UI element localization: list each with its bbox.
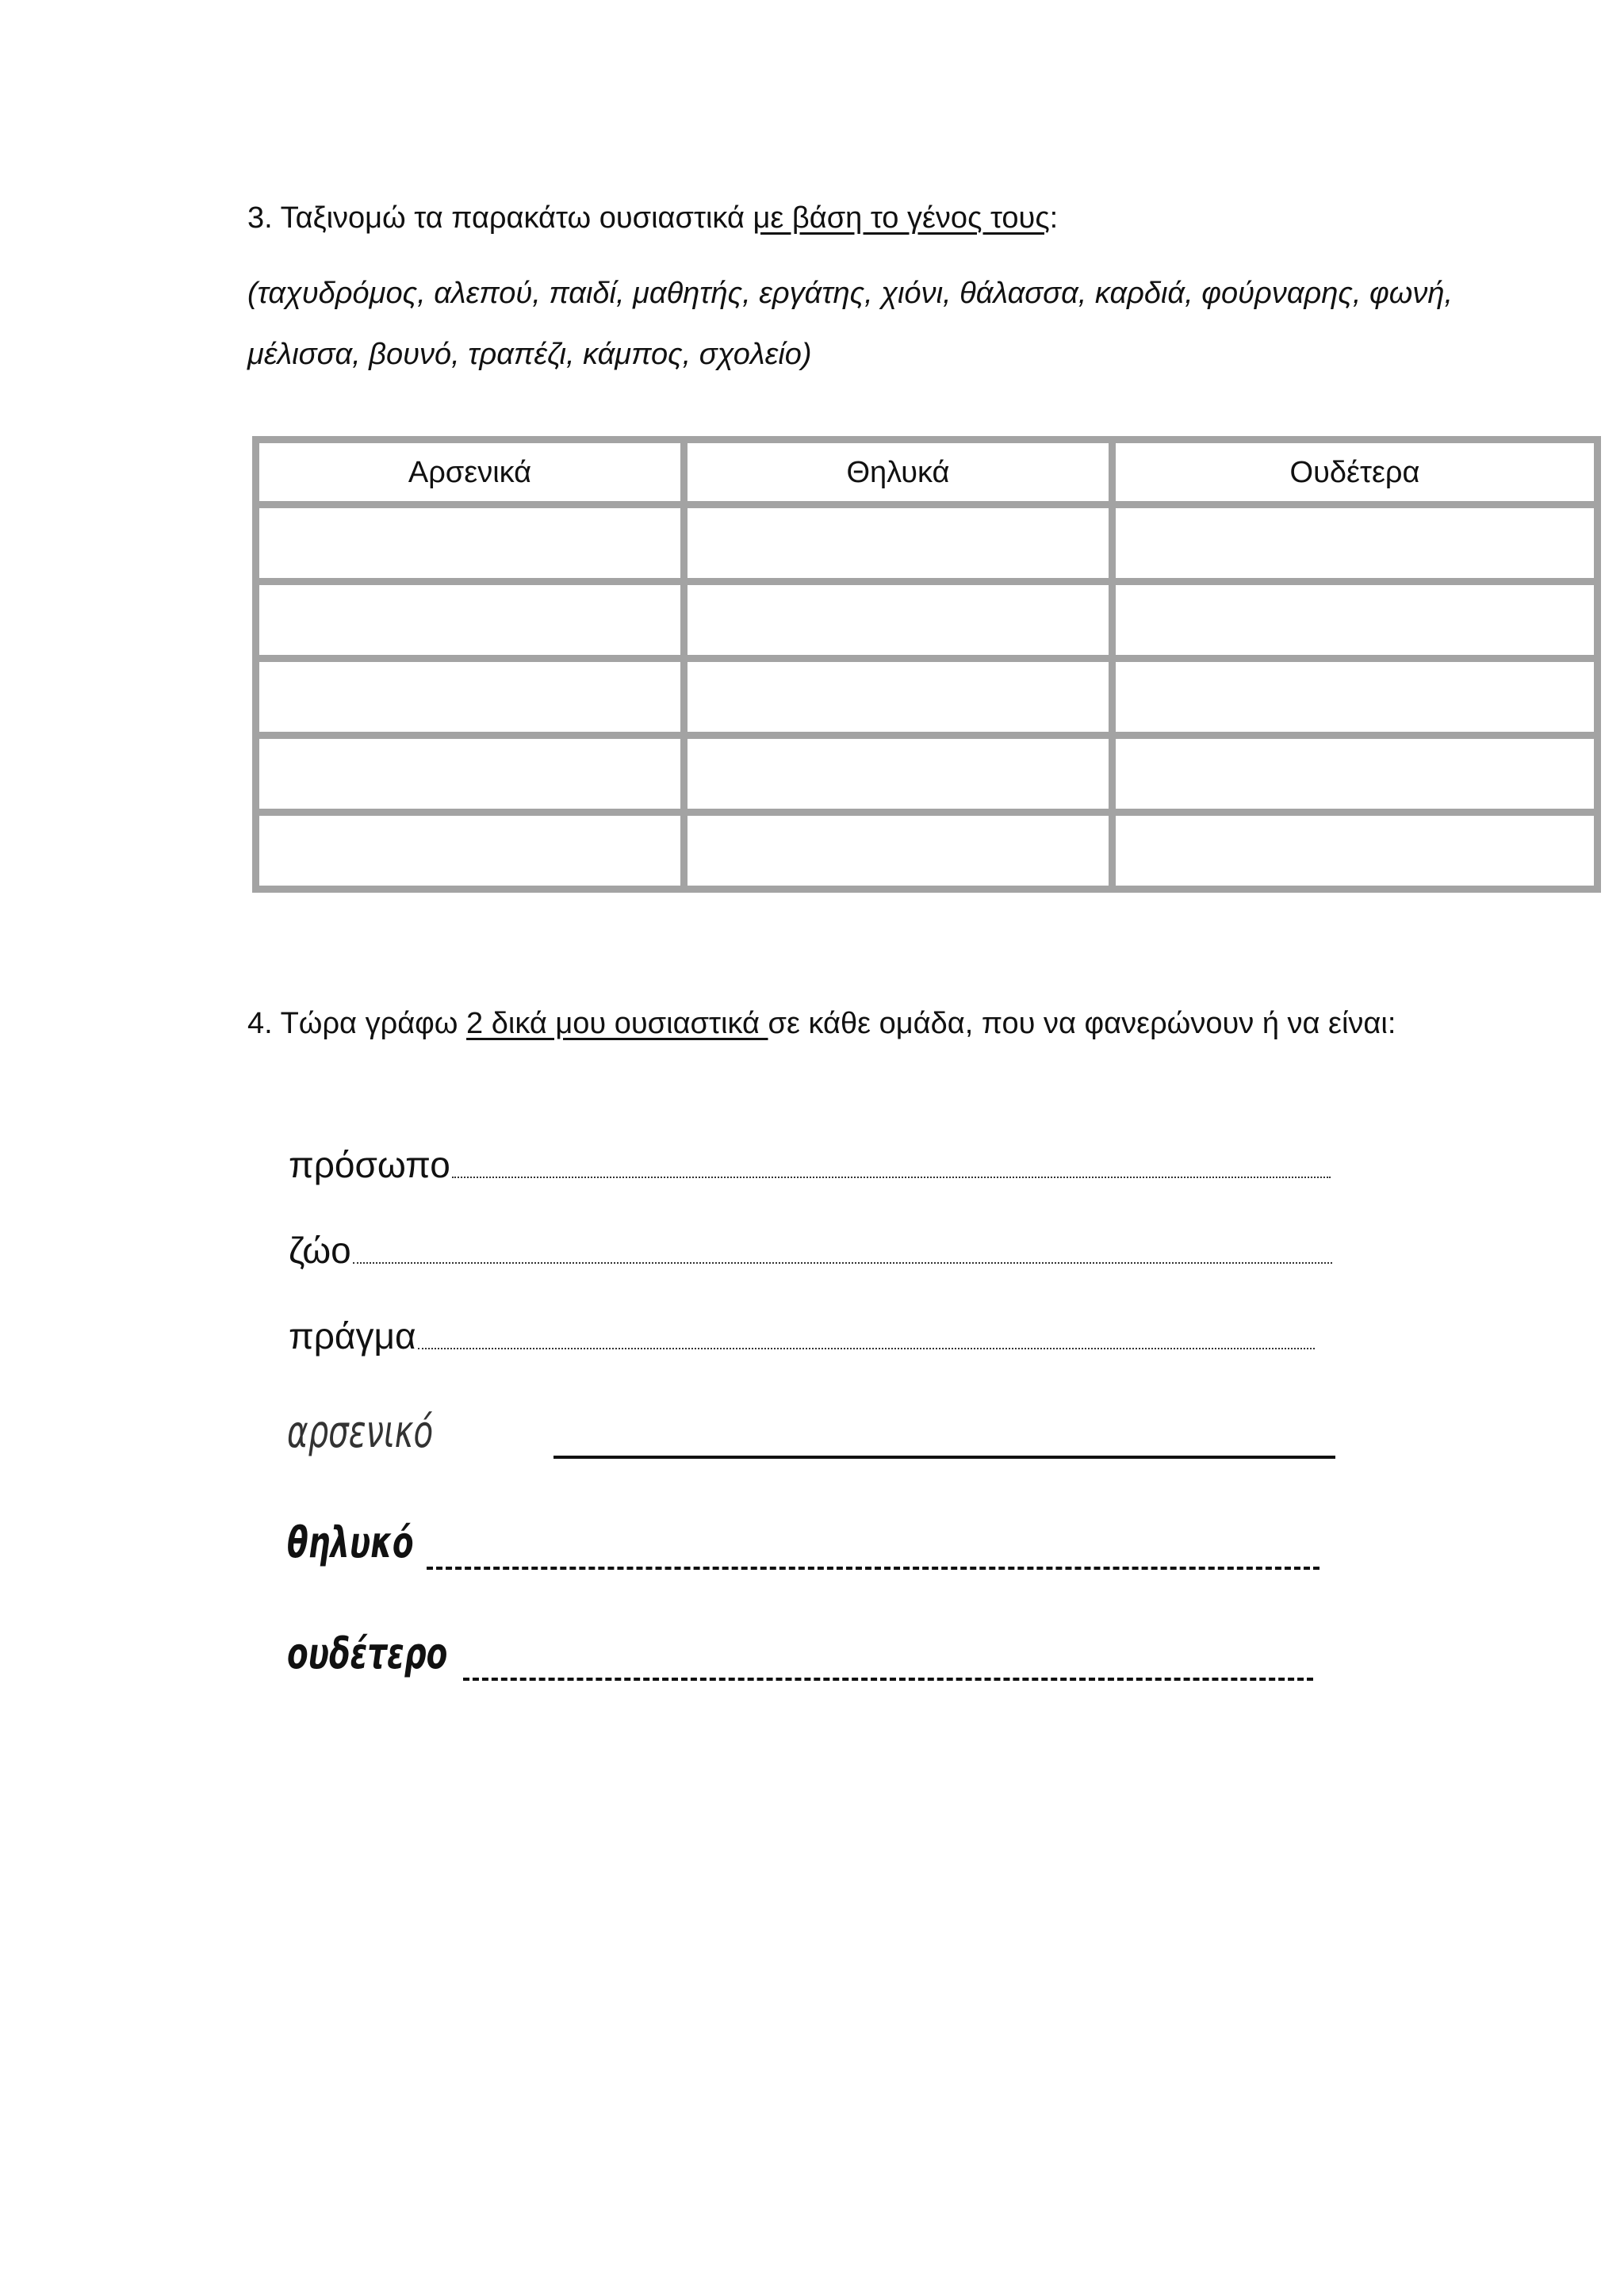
animal-label: ζώο xyxy=(289,1230,351,1271)
header-neuter: Ουδέτερα xyxy=(1113,440,1598,505)
person-answer-row xyxy=(289,1143,1331,1186)
table-header-row xyxy=(256,440,1598,505)
neuter-label: ουδέτερο xyxy=(287,1628,448,1678)
person-label: πρόσωπο xyxy=(289,1144,450,1185)
exercise-3-title-underlined: με βάση το γένος τους xyxy=(753,201,1050,235)
answer-cell[interactable] xyxy=(256,736,684,813)
exercise-4-text-end: σε κάθε ομάδα, που να φανερώνουν ή να είναι: xyxy=(768,1007,1396,1040)
thing-label: πράγμα xyxy=(289,1315,416,1357)
answer-cell[interactable] xyxy=(1113,813,1598,890)
masculine-label: αρσενικό xyxy=(287,1406,434,1458)
answer-cell[interactable] xyxy=(684,505,1113,582)
table-row xyxy=(256,736,1598,813)
exercise-3-word-list: (ταχυδρόμος, αλεπού, παιδί, μαθητής, εργάτης, χιόνι, θάλασσα, καρδιά, φούρναρης, φωνή, μέλισσα, βουνό, τραπέζι, κάμπος, σχολείο) xyxy=(247,277,1453,371)
exercise-3-title-start: 3. Ταξινομώ τα παρακάτω ουσιαστικά xyxy=(247,201,753,235)
answer-cell[interactable] xyxy=(1113,736,1598,813)
answer-cell[interactable] xyxy=(684,582,1113,659)
exercise-3-title-end: : xyxy=(1049,201,1059,235)
exercise-3-title xyxy=(247,201,1058,235)
answer-cell[interactable] xyxy=(1113,582,1598,659)
animal-answer-row xyxy=(289,1229,1332,1272)
table-row xyxy=(256,505,1598,582)
feminine-answer-line[interactable] xyxy=(427,1567,1320,1570)
exercise-4-instructions xyxy=(247,1002,1416,1046)
thing-answer-row xyxy=(289,1314,1315,1357)
exercise-4-text-underlined: 2 δικά μου ουσιαστικά xyxy=(466,1007,768,1040)
feminine-label: θηλυκό xyxy=(287,1517,414,1567)
answer-cell[interactable] xyxy=(256,659,684,736)
neuter-answer-line[interactable] xyxy=(463,1678,1313,1681)
masculine-answer-line[interactable] xyxy=(553,1456,1335,1459)
answer-cell[interactable] xyxy=(1113,505,1598,582)
answer-cell[interactable] xyxy=(684,813,1113,890)
answer-cell[interactable] xyxy=(256,582,684,659)
thing-answer-line[interactable] xyxy=(418,1348,1315,1349)
answer-cell[interactable] xyxy=(684,659,1113,736)
answer-cell[interactable] xyxy=(256,813,684,890)
person-answer-line[interactable] xyxy=(452,1177,1331,1178)
table-row xyxy=(256,813,1598,890)
table-row xyxy=(256,582,1598,659)
answer-cell[interactable] xyxy=(256,505,684,582)
gender-sort-table xyxy=(252,436,1601,893)
table-row xyxy=(256,659,1598,736)
header-masculine: Αρσενικά xyxy=(256,440,684,505)
answer-cell[interactable] xyxy=(1113,659,1598,736)
header-feminine: Θηλυκά xyxy=(684,440,1113,505)
animal-answer-line[interactable] xyxy=(353,1262,1332,1264)
answer-cell[interactable] xyxy=(684,736,1113,813)
exercise-4-text-start: 4. Τώρα γράφω xyxy=(247,1007,467,1040)
